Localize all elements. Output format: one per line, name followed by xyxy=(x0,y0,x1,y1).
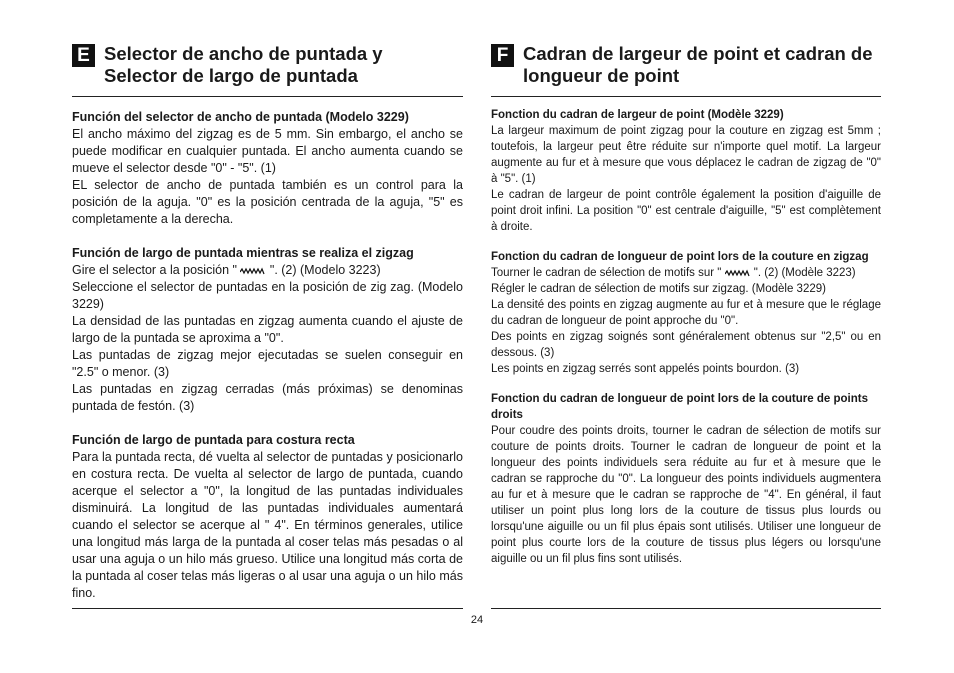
section-heading: Función de largo de puntada para costura recta xyxy=(72,433,355,447)
paragraph: Les points en zigzag serrés sont appelés points bourdon. (3) xyxy=(491,363,800,375)
section-header-e xyxy=(72,40,463,87)
paragraph: Régler le cadran de sélection de motifs sur zigzag. (Modèle 3229) xyxy=(491,283,826,295)
section-heading: Fonction du cadran de longueur de point lors de la couture en zigzag xyxy=(491,251,869,263)
footer-rule-right xyxy=(491,608,881,609)
page-number: 24 xyxy=(470,614,484,626)
text-fragment: ". (2) (Modelo 3223) xyxy=(266,263,381,277)
title-line-1: Selector de ancho de puntada y xyxy=(104,43,383,64)
paragraph: EL selector de ancho de puntada también es un control para la posición de la aguja. "0" es la posición centrada de la aguja, "5" es completamente a la derecha. xyxy=(72,178,463,226)
footer-rule-left xyxy=(72,608,463,609)
paragraph: Le cadran de largeur de point contrôle également la position d'aiguille de point droit infini. La position "0" est centrale d'aiguille, "5" est complètement à droite. xyxy=(491,189,881,233)
paragraph xyxy=(72,262,463,279)
language-badge-e: E xyxy=(72,44,95,67)
section-heading: Función de largo de puntada mientras se realiza el zigzag xyxy=(72,246,414,260)
section-width-selector xyxy=(72,109,463,228)
zigzag-stitch-icon xyxy=(725,268,751,278)
section-zigzag-length xyxy=(72,245,463,415)
title-line-2: longueur de point xyxy=(523,65,680,86)
paragraph: El ancho máximo del zigzag es de 5 mm. Sin embargo, el ancho se puede modificar en cualquier puntada. El ancho aumenta cuando se mueve el selector desde "0" - "5". (1) xyxy=(72,127,463,175)
paragraph xyxy=(491,265,881,281)
zigzag-stitch-icon xyxy=(240,266,266,276)
header-rule xyxy=(491,96,881,97)
section-straight-length xyxy=(491,391,881,567)
section-width-dial xyxy=(491,107,881,235)
paragraph: Las puntadas de zigzag mejor ejecutadas se suelen conseguir en "2.5" o menor. (3) xyxy=(72,348,463,379)
text-fragment: Gire el selector a la posición " xyxy=(72,263,241,277)
paragraph: La densité des points en zigzag augmente au fur et à mesure que le réglage du cadran de longueur de point approche du "0". xyxy=(491,299,881,327)
paragraph: La largeur maximum de point zigzag pour la couture en zigzag est 5mm ; toutefois, la largeur peut être réduite sur n'importe quel motif. La largeur augmente au fur et à mesure que vous déplacez le cadran de zigzag de "0" à "5". (1) xyxy=(491,125,881,185)
text-fragment: Tourner le cadran de sélection de motifs sur " xyxy=(491,267,725,279)
spanish-column xyxy=(72,40,463,602)
page-title-es xyxy=(104,40,383,87)
paragraph: Para la puntada recta, dé vuelta al selector de puntadas y posicionarlo en costura recta. De vuelta al selector de largo de puntada, cuando acerque el selector a "0", la longitud de las puntadas individuales disminuirá. La longitud de las puntadas individuales aumentará cuando el selector se acerque al " 4". En términos generales, utilice una longitud más larga de la puntada al coser telas más pesadas o al usar una aguja o un hilo más grueso. Utilice una longitud más corta de la puntada al coser telas más ligeras o al usar una aguja o un hilo más fino. xyxy=(72,450,463,600)
paragraph: Seleccione el selector de puntadas en la posición de zig zag. (Modelo 3229) xyxy=(72,280,463,311)
paragraph: Des points en zigzag soignés sont généralement obtenus sur "2,5" ou en dessous. (3) xyxy=(491,331,881,359)
section-header-f xyxy=(491,40,881,87)
paragraph: Las puntadas en zigzag cerradas (más próximas) se denominas puntada de festón. (3) xyxy=(72,382,463,413)
language-badge-f: F xyxy=(491,44,514,67)
paragraph: La densidad de las puntadas en zigzag aumenta cuando el ajuste de largo de la puntada se aproxima a "0". xyxy=(72,314,463,345)
french-column xyxy=(491,40,881,567)
section-heading: Fonction du cadran de largeur de point (Modèle 3229) xyxy=(491,109,784,121)
section-zigzag-length xyxy=(491,249,881,377)
section-heading: Función del selector de ancho de puntada (Modelo 3229) xyxy=(72,110,409,124)
title-line-1: Cadran de largeur de point et cadran de xyxy=(523,43,873,64)
page-title-fr xyxy=(523,40,873,87)
section-heading: Fonction du cadran de longueur de point lors de la couture de points droits xyxy=(491,393,868,421)
text-fragment: ". (2) (Modèle 3223) xyxy=(750,267,856,279)
title-line-2: Selector de largo de puntada xyxy=(104,65,358,86)
paragraph: Pour coudre des points droits, tourner le cadran de sélection de motifs sur couture de points droits. Tourner le cadran de longueur de point et la longueur des points individuels sera réduite au fur et à mesure que le cadran se rapproche du "0". La longueur des points individuels augmentera au fur et à mesure que le cadran se rapproche de "4". En général, il faut utiliser un point plus long lors de la couture de tissus plus lourds ou lorsqu'une aiguille ou un fil plus épais sont utilisés. Utiliser une longueur de point plus courte lors de la couture de tissus plus légers ou lorsqu'une aiguille ou un fil plus fins sont utilisés. xyxy=(491,425,881,565)
section-straight-length xyxy=(72,432,463,602)
header-rule xyxy=(72,96,463,97)
